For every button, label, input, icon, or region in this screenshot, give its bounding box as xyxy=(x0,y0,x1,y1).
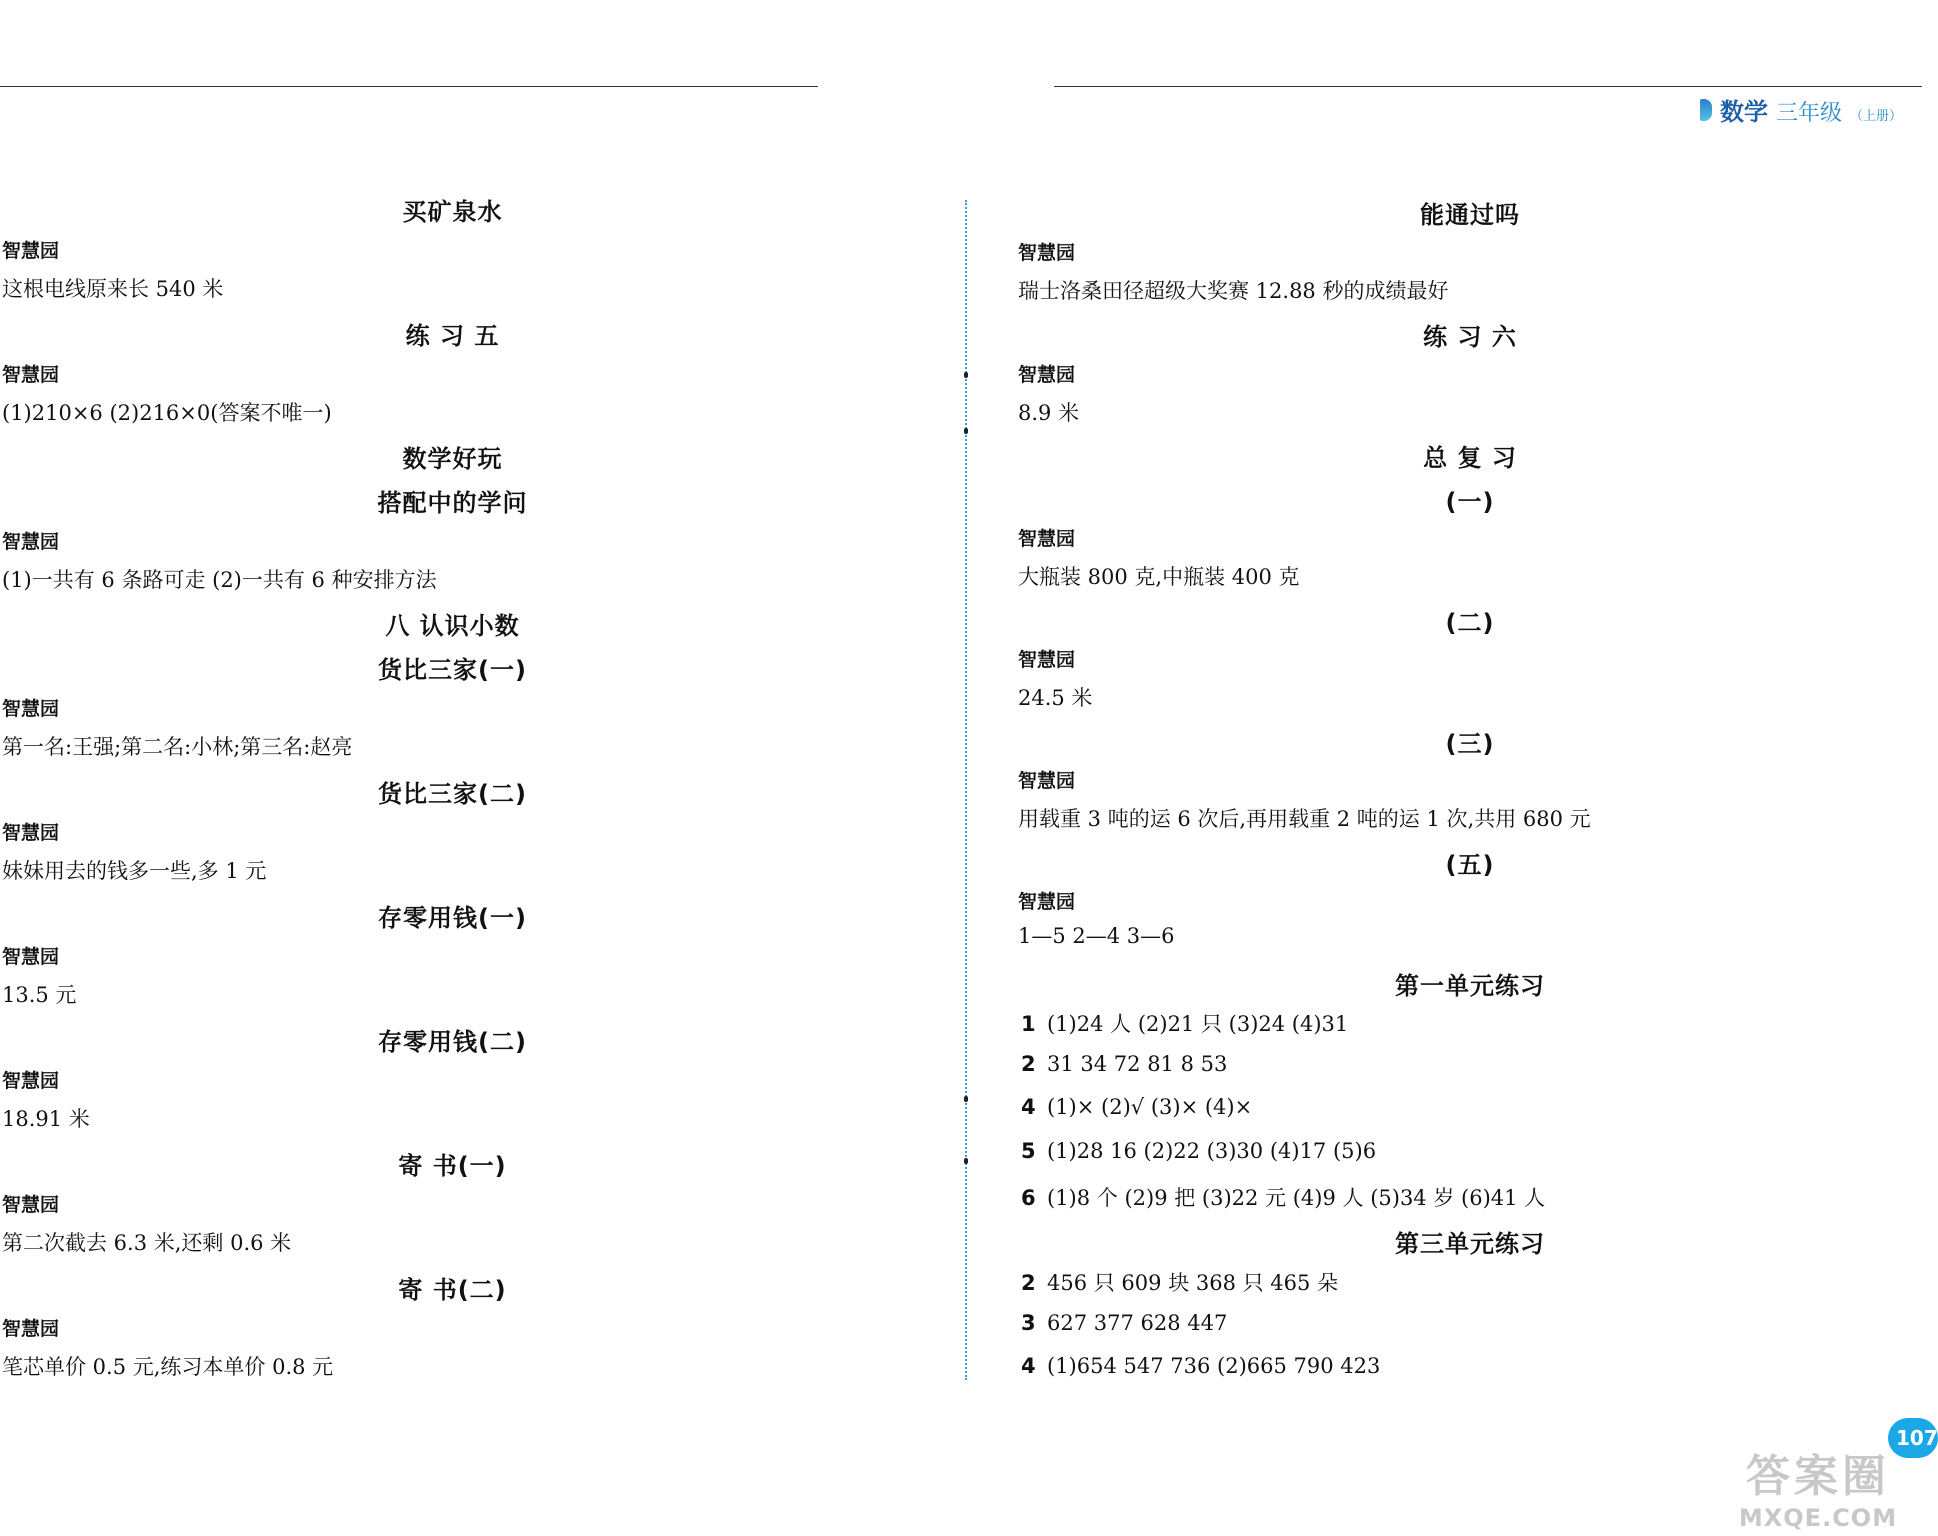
exercise-row xyxy=(1021,1095,1252,1119)
exercise-number: 2 xyxy=(1021,1052,1036,1076)
exercise-answer: (1)× (2)√ (3)× (4)× xyxy=(1047,1095,1253,1119)
header-rule-right xyxy=(1054,86,1922,87)
exercise-answer: 31 34 72 81 8 53 xyxy=(1047,1052,1228,1076)
brand-subject: 数学 xyxy=(1720,98,1768,126)
answer-text: 这根电线原来长 540 米 xyxy=(2,277,224,301)
answer-text: 8.9 米 xyxy=(1018,401,1080,425)
exercise-answer: (1)28 16 (2)22 (3)30 (4)17 (5)6 xyxy=(1047,1139,1377,1163)
page-number-badge: 107 xyxy=(1888,1418,1938,1458)
answer-text: 第一名:王强;第二名:小林;第三名:赵亮 xyxy=(2,735,353,759)
section-title: 货比三家(一) xyxy=(378,656,527,684)
answer-text: 第二次截去 6.3 米,还剩 0.6 米 xyxy=(2,1231,292,1255)
smart-label: 智慧园 xyxy=(2,698,60,720)
section-title: (二) xyxy=(1445,609,1495,637)
smart-label: 智慧园 xyxy=(2,822,60,844)
exercise-answer: (1)8 个 (2)9 把 (3)22 元 (4)9 人 (5)34 岁 (6)41 人 xyxy=(1047,1186,1546,1210)
binding-mark xyxy=(964,1158,968,1164)
smart-label: 智慧园 xyxy=(2,531,60,553)
section-title: 寄 书(一) xyxy=(398,1152,507,1180)
brand-grade: 三年级 xyxy=(1776,101,1843,126)
brand-volume: （上册） xyxy=(1850,109,1903,124)
answer-text: 24.5 米 xyxy=(1018,686,1093,710)
exercise-row xyxy=(1021,1311,1227,1335)
section-title: 第三单元练习 xyxy=(1395,1230,1545,1258)
section-title: 买矿泉水 xyxy=(402,198,503,226)
answer-text: (1)一共有 6 条路可走 (2)一共有 6 种安排方法 xyxy=(2,568,437,592)
section-title: 练 习 五 xyxy=(405,322,500,350)
exercise-row xyxy=(1021,1008,1348,1038)
exercise-answer: 456 只 609 块 368 只 465 朵 xyxy=(1047,1271,1339,1295)
section-title: 货比三家(二) xyxy=(378,780,527,808)
section-title: (三) xyxy=(1445,730,1495,758)
smart-label: 智慧园 xyxy=(1018,770,1076,792)
section-title: 搭配中的学问 xyxy=(377,489,528,517)
smart-label: 智慧园 xyxy=(1018,649,1076,671)
section-title: 存零用钱(一) xyxy=(378,904,527,932)
smart-label: 智慧园 xyxy=(2,1194,60,1216)
smart-label: 智慧园 xyxy=(2,1070,60,1092)
exercise-answer: (1)24 人 (2)21 只 (3)24 (4)31 xyxy=(1047,1012,1349,1036)
answer-text: 13.5 元 xyxy=(2,983,77,1007)
watermark-text: 答案圈 xyxy=(1746,1451,1890,1502)
section-title: 能通过吗 xyxy=(1420,201,1520,229)
answer-text: 18.91 米 xyxy=(2,1107,90,1131)
smart-label: 智慧园 xyxy=(2,1318,60,1340)
answer-text: 大瓶装 800 克,中瓶装 400 克 xyxy=(1018,565,1300,589)
section-title: 练 习 六 xyxy=(1423,323,1517,351)
smart-label: 智慧园 xyxy=(1018,528,1076,550)
section-title: (五) xyxy=(1445,851,1495,879)
section-title: 第一单元练习 xyxy=(1395,972,1545,1000)
binding-mark xyxy=(964,1096,968,1102)
binding-mark xyxy=(964,428,968,434)
exercise-row xyxy=(1021,1139,1376,1163)
smart-label: 智慧园 xyxy=(1018,891,1076,913)
exercise-number: 4 xyxy=(1021,1354,1036,1378)
answer-text: 用载重 3 吨的运 6 次后,再用载重 2 吨的运 1 次,共用 680 元 xyxy=(1018,807,1591,831)
exercise-row xyxy=(1021,1182,1545,1212)
exercise-number: 3 xyxy=(1021,1311,1036,1335)
header-rule-left xyxy=(0,86,818,87)
section-title: 数学好玩 xyxy=(402,445,503,473)
watermark-logo xyxy=(1714,1440,1922,1532)
answer-text: 1—5 2—4 3—6 xyxy=(1018,924,1175,948)
exercise-row xyxy=(1021,1354,1380,1378)
exercise-number: 2 xyxy=(1021,1271,1036,1295)
exercise-number: 1 xyxy=(1021,1012,1036,1036)
section-title: 存零用钱(二) xyxy=(378,1028,527,1056)
exercise-number: 6 xyxy=(1021,1186,1036,1210)
smart-label: 智慧园 xyxy=(2,946,60,968)
section-title: 寄 书(二) xyxy=(398,1276,507,1304)
exercise-number: 5 xyxy=(1021,1139,1036,1163)
exercise-row xyxy=(1021,1052,1227,1076)
exercise-row xyxy=(1021,1267,1338,1297)
section-title: (一) xyxy=(1445,488,1495,516)
exercise-answer: (1)654 547 736 (2)665 790 423 xyxy=(1047,1354,1381,1378)
section-title: 总 复 习 xyxy=(1423,444,1517,472)
smart-label: 智慧园 xyxy=(2,240,60,262)
exercise-number: 4 xyxy=(1021,1095,1036,1119)
section-title: 八 认识小数 xyxy=(385,612,520,640)
smart-label: 智慧园 xyxy=(1018,364,1076,386)
exercise-answer: 627 377 628 447 xyxy=(1047,1311,1228,1335)
watermark-url: MXQE.COM xyxy=(1738,1504,1898,1532)
answer-text: 笔芯单价 0.5 元,练习本单价 0.8 元 xyxy=(2,1355,334,1379)
binding-mark xyxy=(964,372,968,378)
brand-logo-icon xyxy=(1700,99,1712,121)
answer-text: (1)210×6 (2)216×0(答案不唯一) xyxy=(2,401,332,425)
smart-label: 智慧园 xyxy=(2,364,60,386)
smart-label: 智慧园 xyxy=(1018,242,1076,264)
answer-text: 妹妹用去的钱多一些,多 1 元 xyxy=(2,859,267,883)
answer-text: 瑞士洛桑田径超级大奖赛 12.88 秒的成绩最好 xyxy=(1018,279,1449,303)
book-brand xyxy=(1700,92,1902,127)
